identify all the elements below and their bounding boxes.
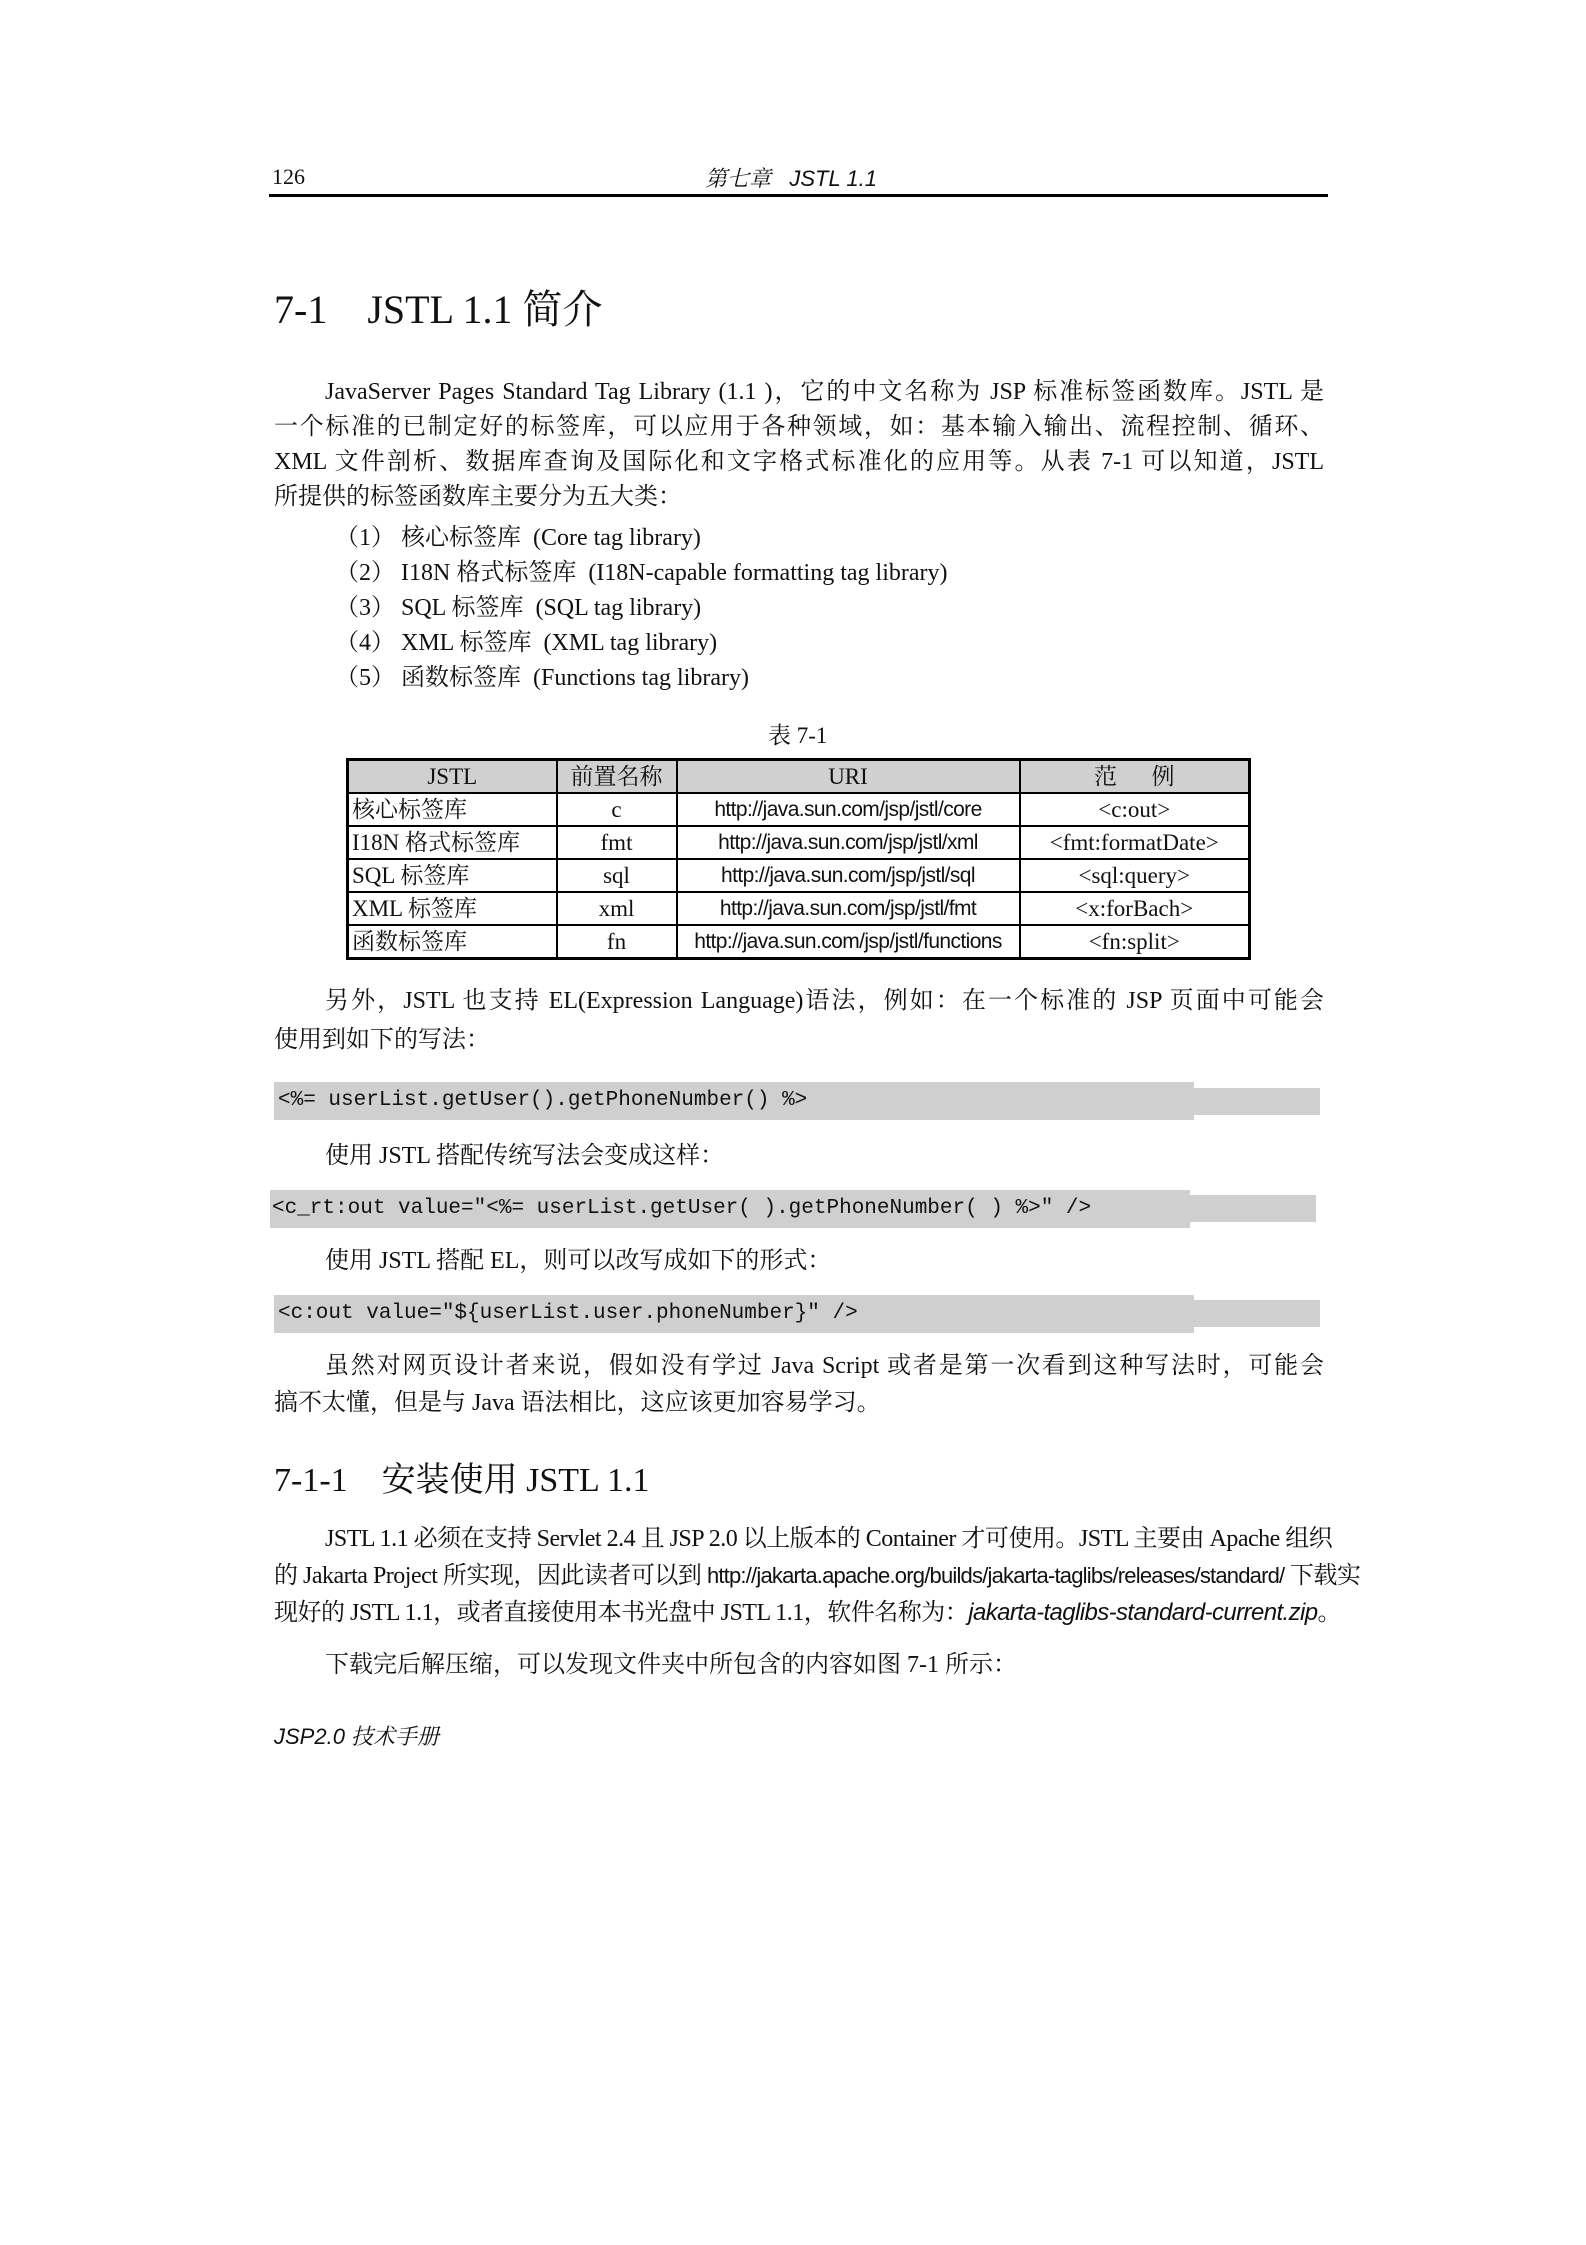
code-block <box>274 1082 1320 1120</box>
summary-line: 虽然对网页设计者来说，假如没有学过 Java Script 或者是第一次看到这种写法时，可能会 <box>325 1353 1324 1379</box>
table-header-row <box>348 760 1250 794</box>
header-rule <box>269 194 1328 197</box>
cell-example: <sql:query> <box>1020 859 1250 892</box>
intro-line: 一个标准的已制定好的标签库，可以应用于各种领域，如：基本输入输出、流程控制、循环、 <box>274 414 1324 440</box>
code-block <box>274 1295 1320 1333</box>
book-footer: JSP2.0 技术手册 <box>274 1724 440 1749</box>
list-item <box>335 552 948 587</box>
table-row <box>348 826 1250 859</box>
cell-prefix: fmt <box>557 826 677 859</box>
install-line <box>274 1561 1361 1591</box>
paragraph: 使用 JSTL 搭配 EL，则可以改写成如下的形式： <box>325 1248 832 1274</box>
section-title: 7-1 JSTL 1.1 简介 <box>274 287 603 332</box>
cell-uri: http://java.sun.com/jsp/jstl/core <box>677 793 1020 826</box>
list-text: I18N 格式标签库 (I18N-capable formatting tag library) <box>401 560 948 586</box>
cell-uri: http://java.sun.com/jsp/jstl/xml <box>677 826 1020 859</box>
code-block <box>270 1190 1316 1228</box>
text: 。 <box>1317 1600 1341 1626</box>
page-number: 126 <box>272 164 305 189</box>
list-item <box>335 587 702 622</box>
install-line: JSTL 1.1 必须在支持 Servlet 2.4 且 JSP 2.0 以上版本的 Container 才可使用。JSTL 主要由 Apache 组织 <box>325 1526 1333 1552</box>
code-text: <c_rt:out value="<%= userList.getUser( ).getPhoneNumber( ) %>" /> <box>272 1197 1092 1220</box>
cell-library: 函数标签库 <box>348 925 557 959</box>
download-url: http://jakarta.apache.org/builds/jakarta-taglibs/releases/standard/ <box>706 1563 1285 1588</box>
code-text: <%= userList.getUser().getPhoneNumber() %> <box>278 1089 808 1112</box>
list-number: （5） <box>335 665 395 691</box>
intro-line: JavaServer Pages Standard Tag Library (1.1 )，它的中文名称为 JSP 标准标签函数库。JSTL 是 <box>325 379 1324 405</box>
list-item <box>335 657 749 692</box>
list-number: （1） <box>335 525 395 551</box>
el-line: 另外，JSTL 也支持 EL(Expression Language)语法，例如：在一个标准的 JSP 页面中可能会 <box>325 988 1324 1014</box>
el-line: 使用到如下的写法： <box>274 1027 490 1053</box>
cell-uri: http://java.sun.com/jsp/jstl/functions <box>677 925 1020 959</box>
cell-prefix: sql <box>557 859 677 892</box>
cell-library: I18N 格式标签库 <box>348 826 557 859</box>
list-item <box>335 622 718 657</box>
list-text: 函数标签库 (Functions tag library) <box>401 665 749 691</box>
summary-line: 搞不太懂，但是与 Java 语法相比，这应该更加容易学习。 <box>274 1390 881 1416</box>
table-caption: 表 7-1 <box>768 723 828 748</box>
table-row <box>348 793 1250 826</box>
column-header: 前置名称 <box>557 760 677 794</box>
column-header: 范 例 <box>1020 760 1250 794</box>
table-row <box>348 925 1250 959</box>
paragraph: 使用 JSTL 搭配传统写法会变成这样： <box>325 1143 725 1169</box>
cell-example: <fmt:formatDate> <box>1020 826 1250 859</box>
cell-example: <fn:split> <box>1020 925 1250 959</box>
cell-uri: http://java.sun.com/jsp/jstl/fmt <box>677 892 1020 925</box>
cell-example: <c:out> <box>1020 793 1250 826</box>
text: 现好的 JSTL 1.1，或者直接使用本书光盘中 JSTL 1.1，软件名称为： <box>274 1600 969 1626</box>
cell-prefix: fn <box>557 925 677 959</box>
code-text: <c:out value="${userList.user.phoneNumber}" /> <box>278 1302 858 1325</box>
intro-line: XML 文件剖析、数据库查询及国际化和文字格式标准化的应用等。从表 7-1 可以知道，JSTL <box>274 449 1324 475</box>
text: 的 Jakarta Project 所实现，因此读者可以到 <box>274 1563 707 1589</box>
intro-line: 所提供的标签函数库主要分为五大类： <box>274 484 682 510</box>
install-line <box>274 1598 1341 1628</box>
table-row <box>348 859 1250 892</box>
cell-library: XML 标签库 <box>348 892 557 925</box>
text: 下载实 <box>1284 1563 1361 1589</box>
cell-uri: http://java.sun.com/jsp/jstl/sql <box>677 859 1020 892</box>
list-text: SQL 标签库 (SQL tag library) <box>401 595 702 621</box>
table-row <box>348 892 1250 925</box>
file-name: jakarta-taglibs-standard-current.zip <box>968 1599 1318 1626</box>
list-text: XML 标签库 (XML tag library) <box>401 630 718 656</box>
list-number: （2） <box>335 560 395 586</box>
cell-example: <x:forBach> <box>1020 892 1250 925</box>
list-number: （4） <box>335 630 395 656</box>
list-number: （3） <box>335 595 395 621</box>
cell-library: SQL 标签库 <box>348 859 557 892</box>
subsection-title: 7-1-1 安装使用 JSTL 1.1 <box>274 1462 650 1499</box>
running-header: 第七章 JSTL 1.1 <box>705 166 877 191</box>
cell-prefix: xml <box>557 892 677 925</box>
cell-prefix: c <box>557 793 677 826</box>
paragraph: 下载完后解压缩，可以发现文件夹中所包含的内容如图 7-1 所示： <box>325 1652 1017 1678</box>
list-item <box>335 517 701 552</box>
list-text: 核心标签库 (Core tag library) <box>401 525 701 551</box>
cell-library: 核心标签库 <box>348 793 557 826</box>
jstl-library-table <box>346 758 1251 960</box>
column-header: JSTL <box>348 760 557 794</box>
column-header: URI <box>677 760 1020 794</box>
